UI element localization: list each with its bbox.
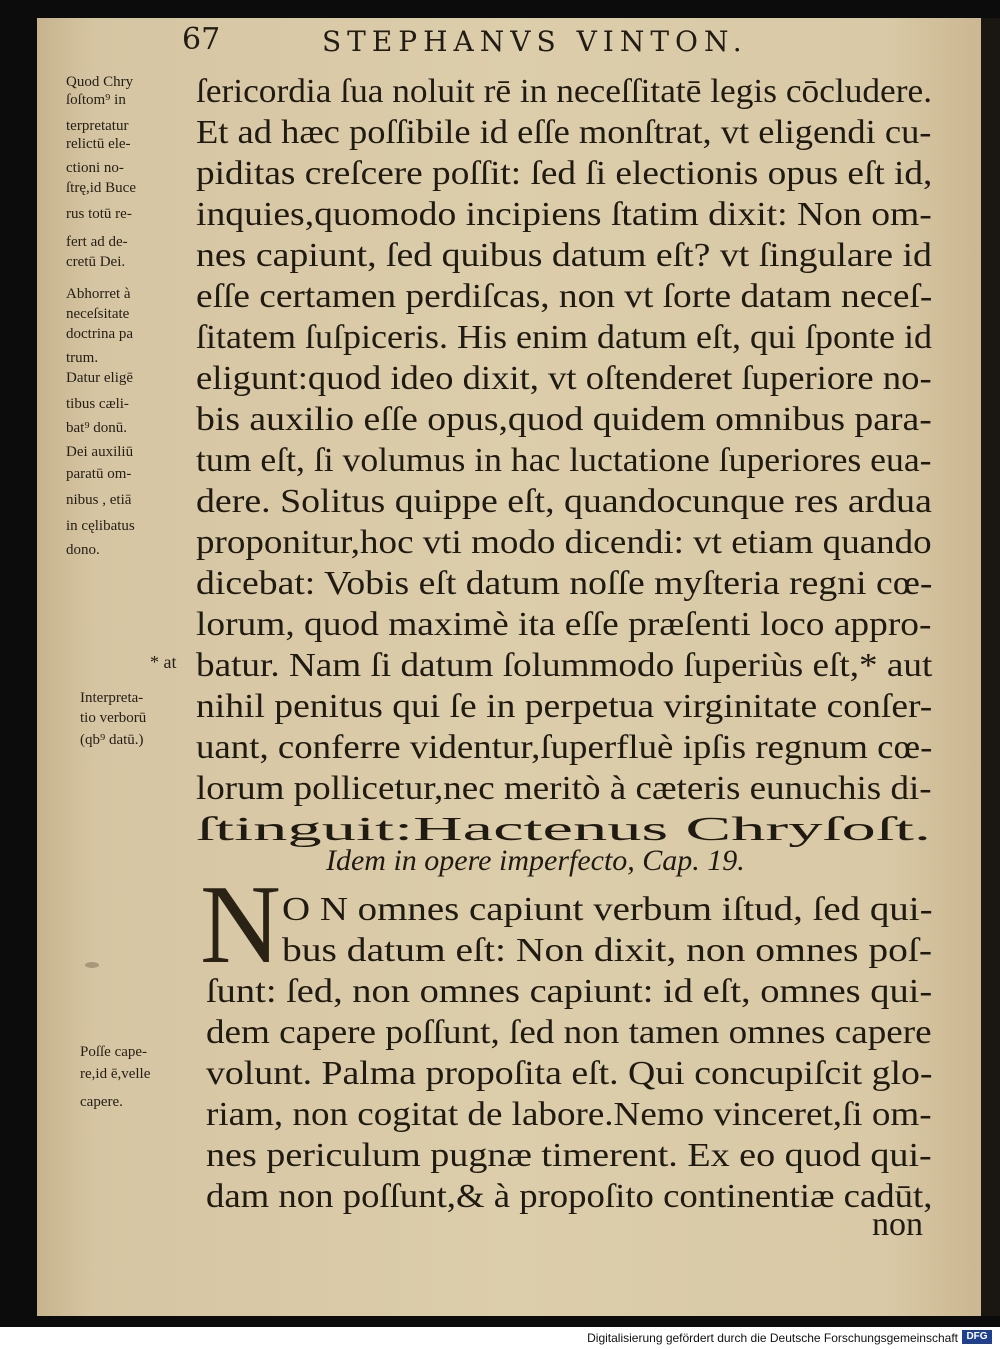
- text-line: piditas creſcere poſſit: ſed ſi electionis opus eſt id,: [196, 155, 933, 192]
- text-line: volunt. Palma propoſita eſt. Qui concupiſcit glo-: [206, 1055, 933, 1092]
- marginal-note-line: relictū ele-: [66, 136, 131, 152]
- dfg-logo-icon: DFG: [962, 1330, 992, 1344]
- text-line: ſunt: ſed, non omnes capiunt: id eſt, omnes qui-: [206, 973, 933, 1010]
- text-line: inquies,quomodo incipiens ſtatim dixit: Non om-: [196, 196, 932, 233]
- book-spine: [981, 18, 1000, 1316]
- marginal-note-line: ſoſtom⁹ in: [66, 92, 126, 108]
- marginal-note-line: Poſſe cape-: [80, 1044, 148, 1060]
- text-line: nes capiunt, ſed quibus datum eſt? vt ſingulare id: [196, 237, 932, 274]
- marginal-note-line: trum.: [66, 350, 99, 366]
- marginal-note-line: ſtrę,id Buce: [66, 180, 136, 196]
- text-line: tum eſt, ſi volumus in hac luctatione ſuperiores eua-: [196, 442, 932, 479]
- dropcap-initial: N: [200, 863, 281, 987]
- marginal-note-line: paratū om-: [66, 466, 132, 482]
- text-line: batur. Nam ſi datum ſolummodo ſuperiùs eſt,* aut: [196, 647, 933, 684]
- marginal-note-line: Interpreta-: [80, 690, 144, 706]
- text-line: nihil penitus qui ſe in perpetua virginitate conſer-: [196, 688, 933, 725]
- marginal-note-line: ctioni no-: [66, 160, 124, 176]
- text-line: riam, non cogitat de labore.Nemo vinceret,ſi om-: [206, 1096, 932, 1133]
- text-line: eſſe certamen perdiſcas, non vt ſorte datam neceſ-: [196, 278, 933, 315]
- marginal-note-line: dono.: [66, 542, 100, 558]
- marginal-note-line: rus totū re-: [66, 206, 132, 222]
- text-line: ſericordia ſua noluit rē in neceſſitatē legis cōcludere.: [196, 73, 933, 110]
- marginal-note-line: in cęlibatus: [66, 518, 135, 534]
- text-line: proponitur,hoc vti modo dicendi: vt etiam quando: [196, 524, 932, 561]
- marginal-note-line: terpretatur: [66, 118, 129, 134]
- text-line: eligunt:quod ideo dixit, vt oſtenderet ſuperiore no-: [196, 360, 932, 397]
- marginal-note-line: Datur eligē: [66, 370, 134, 386]
- marginal-note-line: capere.: [80, 1094, 123, 1110]
- marginal-note-line: cretū Dei.: [66, 254, 126, 270]
- text-line: dem capere poſſunt, ſed non tamen omnes capere: [206, 1014, 932, 1051]
- marginal-note-line: bat⁹ donū.: [66, 420, 128, 436]
- paper-stain: [85, 962, 99, 968]
- text-line: uant, conferre videntur,ſuperfluè ipſis regnum cœ-: [196, 729, 933, 766]
- text-line: ſtinguit:Hactenus Chryſoſt.: [196, 811, 932, 848]
- running-title: STEPHANVS VINTON.: [322, 25, 748, 58]
- text-line: lorum, quod maximè ita eſſe præſenti loco appro-: [196, 606, 932, 643]
- text-line: dam non poſſunt,& à propoſito continentiæ cadūt,: [206, 1178, 933, 1215]
- text-line: bis auxilio eſſe opus,quod quidem omnibus para-: [196, 401, 932, 438]
- text-line: bus datum eſt: Non dixit, non omnes poſ-: [282, 932, 933, 969]
- marginal-note-line: fert ad de-: [66, 234, 128, 250]
- text-line: dicebat: Vobis eſt datum noſſe myſteria regni cœ-: [196, 565, 933, 602]
- marginal-note-line: Quod Chry: [66, 74, 134, 90]
- marginal-note-line: (qb⁹ datū.): [80, 732, 144, 748]
- catchword: non: [872, 1206, 923, 1243]
- marginal-note-line: Abhorret à: [66, 286, 131, 302]
- text-line: O N omnes capiunt verbum iſtud, ſed qui-: [282, 891, 933, 928]
- footer-credit: Digitalisierung gefördert durch die Deutsche Forschungsgemeinschaft: [587, 1331, 958, 1345]
- text-line: Et ad hæc poſſibile id eſſe monſtrat, vt eligendi cu-: [196, 114, 932, 151]
- marginal-note-line: re,id ē,velle: [80, 1066, 151, 1082]
- text-line: dere. Solitus quippe eſt, quandocunque res ardua: [196, 483, 932, 520]
- marginal-note-line: nibus , etiā: [66, 492, 132, 508]
- text-line: lorum pollicetur,nec meritò à cæteris eunuchis di-: [196, 770, 932, 807]
- page-number: 67: [182, 22, 221, 57]
- marginal-note-line: neceſsitate: [66, 306, 130, 322]
- marginal-note-line: doctrina pa: [66, 326, 134, 342]
- marginal-note-line: tio verborū: [80, 710, 147, 726]
- marginal-note-line: tibus cæli-: [66, 396, 129, 412]
- marginal-note-line: Dei auxiliū: [66, 444, 134, 460]
- text-line: nes periculum pugnæ timerent. Ex eo quod qui-: [206, 1137, 932, 1174]
- section-heading: Idem in opere imperfecto, Cap. 19.: [326, 844, 745, 877]
- footnote-reference: * at: [150, 652, 177, 672]
- text-line: ſitatem ſuſpiceris. His enim datum eſt, qui ſponte id: [196, 319, 933, 356]
